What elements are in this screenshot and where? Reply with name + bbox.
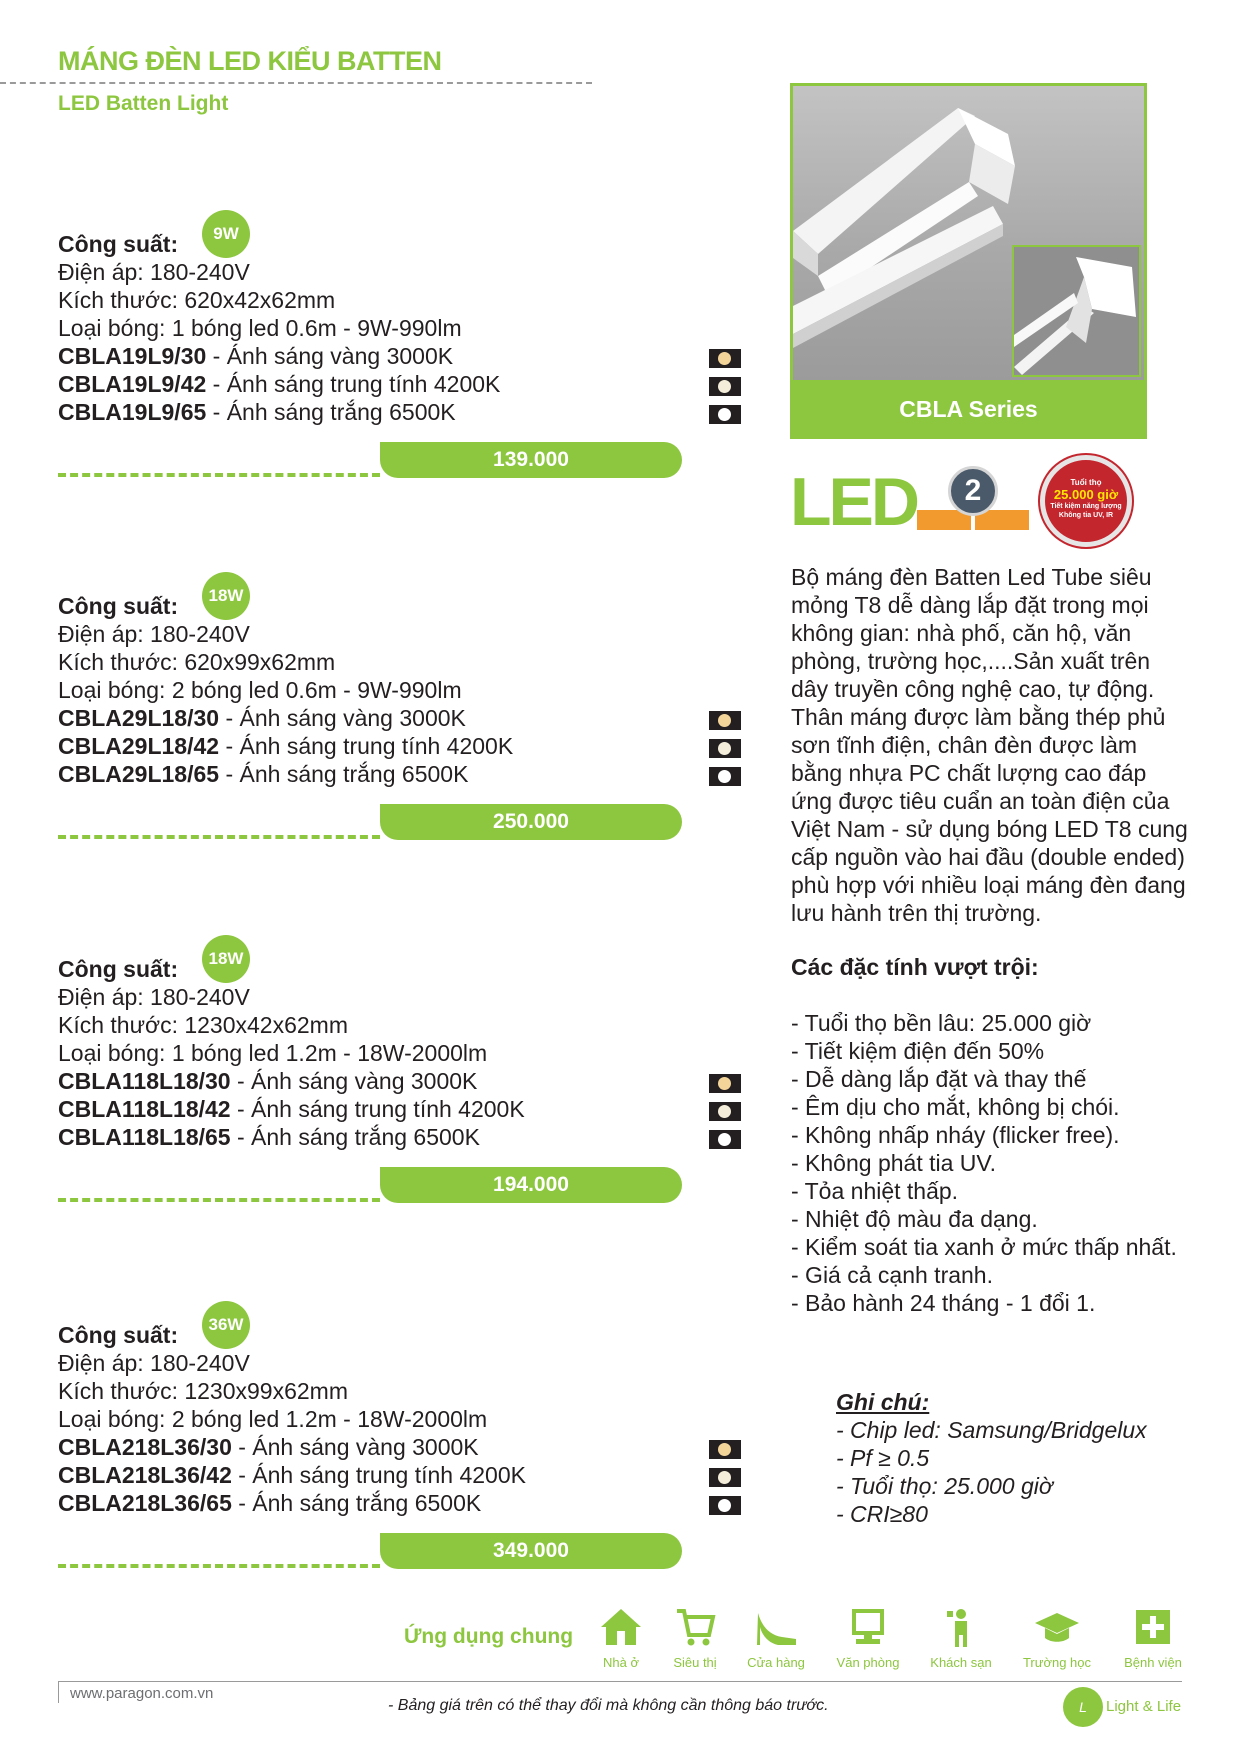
power-badge: 36W <box>202 1301 250 1349</box>
description-line: sơn tĩnh điện, chân đèn được làm <box>791 732 1138 758</box>
variant-row <box>58 760 468 788</box>
page-subtitle: LED Batten Light <box>58 92 229 115</box>
variant-row <box>58 398 456 426</box>
description-line: không gian: nhà phố, căn hộ, văn <box>791 620 1132 646</box>
variant-code: CBLA29L18/30 <box>58 705 220 731</box>
application-office <box>823 1605 913 1670</box>
variant-code: CBLA118L18/65 <box>58 1124 231 1150</box>
note-item: - Pf ≥ 0.5 <box>836 1445 930 1471</box>
footer-divider <box>58 1681 1182 1682</box>
description-line: Bộ máng đèn Batten Led Tube siêu <box>791 564 1152 590</box>
lifetime-seal <box>1040 455 1132 547</box>
size-spec: Kích thước: 1230x42x62mm <box>58 1012 349 1038</box>
power-badge: 18W <box>202 935 250 983</box>
product-block-2 <box>58 586 748 892</box>
note-item: - Tuổi thọ: 25.000 giờ <box>836 1473 1053 1499</box>
end-cap-inset-photo <box>1012 245 1141 377</box>
features-list <box>791 1009 1177 1317</box>
lamp-spec: Loại bóng: 1 bóng led 1.2m - 18W-2000lm <box>58 1040 488 1066</box>
variant-code: CBLA218L36/42 <box>58 1462 232 1488</box>
application-label: Nhà ở <box>603 1655 639 1670</box>
note-item: - CRI≥80 <box>836 1501 928 1527</box>
variant-row <box>58 1461 526 1489</box>
variant-code: CBLA218L36/65 <box>58 1490 232 1516</box>
variant-row <box>58 370 500 398</box>
lamp-spec: Loại bóng: 2 bóng led 0.6m - 9W-990lm <box>58 677 462 703</box>
variant-row <box>58 1489 481 1517</box>
warranty-years: 2 <box>948 466 998 516</box>
warm-light-swatch <box>709 711 741 730</box>
voltage-spec: Điện áp: 180-240V <box>58 984 250 1010</box>
variant-text: - Ánh sáng vàng 3000K <box>219 705 466 731</box>
feature-item: - Tỏa nhiệt thấp. <box>791 1178 959 1204</box>
variant-row <box>58 1067 477 1095</box>
brand-name: Light & Life <box>1106 1698 1182 1715</box>
application-supermarket <box>650 1605 740 1670</box>
lifetime-hours: 25.000 giờ <box>1053 487 1119 502</box>
cool-light-swatch <box>709 405 741 424</box>
voltage-spec: Điện áp: 180-240V <box>58 1350 250 1376</box>
price-dashes <box>58 835 380 839</box>
variant-row <box>58 732 513 760</box>
variant-text: - Ánh sáng vàng 3000K <box>231 1434 479 1460</box>
notes-title: Ghi chú: <box>836 1389 930 1415</box>
variant-text: - Ánh sáng vàng 3000K <box>230 1068 478 1094</box>
warranty-seal <box>917 458 1029 544</box>
application-label: Trường học <box>1022 1655 1092 1670</box>
shoe-icon <box>754 1605 798 1649</box>
neutral-light-swatch <box>709 1102 741 1121</box>
application-label: Bệnh viện <box>1124 1655 1182 1670</box>
description-line: phòng, trường học,....Sản xuất trên <box>791 648 1151 674</box>
power-badge: 9W <box>202 210 250 258</box>
cool-light-swatch <box>709 1130 741 1149</box>
description-line: lưu hành trên thị trường. <box>791 900 1042 926</box>
page-title: MÁNG ĐÈN LED KIỂU BATTEN <box>58 46 442 76</box>
description-line: ứng được tiêu cuẩn an toàn điện của <box>791 788 1170 814</box>
application-school <box>1012 1605 1102 1670</box>
price-tag: 194.000 <box>380 1167 682 1203</box>
price-disclaimer: - Bảng giá trên có thể thay đổi mà không cần thông báo trước. <box>388 1697 829 1714</box>
led-logo: LED <box>790 464 917 540</box>
neutral-light-swatch <box>709 1468 741 1487</box>
power-label: Công suất: <box>58 593 179 619</box>
description-line: phù hợp với nhiều loại máng đèn đang <box>791 872 1186 898</box>
size-spec: Kích thước: 620x99x62mm <box>58 649 336 675</box>
description-line: bằng nhựa PC chất lượng cao đáp <box>791 760 1147 786</box>
bellboy-icon <box>939 1605 983 1649</box>
variant-code: CBLA19L9/65 <box>58 399 207 425</box>
feature-item: - Dễ dàng lắp đặt và thay thế <box>791 1066 1087 1092</box>
cool-light-swatch <box>709 1496 741 1515</box>
footer-tick <box>58 1681 59 1703</box>
variant-text: - Ánh sáng trung tính 4200K <box>230 1096 525 1122</box>
variant-text: - Ánh sáng trắng 6500K <box>231 1490 482 1516</box>
warm-light-swatch <box>709 1440 741 1459</box>
feature-item: - Tiết kiệm điện đến 50% <box>791 1038 1045 1064</box>
price-tag: 349.000 <box>380 1533 682 1569</box>
application-label: Siêu thị <box>673 1655 717 1670</box>
feature-item: - Bảo hành 24 tháng - 1 đổi 1. <box>791 1290 1096 1316</box>
price-tag: 250.000 <box>380 804 682 840</box>
variant-row <box>58 1123 480 1151</box>
neutral-light-swatch <box>709 377 741 396</box>
price-dashes <box>58 1198 380 1202</box>
description-line: Việt Nam - sử dụng bóng LED T8 cung <box>791 816 1188 842</box>
variant-row <box>58 704 466 732</box>
product-block-3 <box>58 949 748 1255</box>
application-label: Khách sạn <box>930 1655 992 1670</box>
variant-row <box>58 1095 525 1123</box>
feature-item: - Nhiệt độ màu đa dạng. <box>791 1206 1038 1232</box>
variant-text: - Ánh sáng trắng 6500K <box>230 1124 480 1150</box>
variant-text: - Ánh sáng trung tính 4200K <box>206 371 501 397</box>
variant-code: CBLA19L9/30 <box>58 343 207 369</box>
end-cap-illustration <box>1014 247 1139 375</box>
house-icon <box>599 1605 643 1649</box>
header-divider <box>0 82 592 84</box>
voltage-spec: Điện áp: 180-240V <box>58 259 250 285</box>
variant-text: - Ánh sáng vàng 3000K <box>206 343 454 369</box>
graduation-cap-icon <box>1035 1605 1079 1649</box>
variant-code: CBLA29L18/65 <box>58 761 220 787</box>
price-tag: 139.000 <box>380 442 682 478</box>
computer-icon <box>846 1605 890 1649</box>
product-description <box>791 563 1231 927</box>
cool-light-swatch <box>709 767 741 786</box>
neutral-light-swatch <box>709 739 741 758</box>
variant-text: - Ánh sáng trung tính 4200K <box>231 1462 526 1488</box>
feature-item: - Êm dịu cho mắt, không bị chói. <box>791 1094 1120 1120</box>
product-block-1 <box>58 224 748 530</box>
power-label: Công suất: <box>58 1322 179 1348</box>
feature-item: - Kiểm soát tia xanh ở mức thấp nhất. <box>791 1234 1177 1260</box>
warm-light-swatch <box>709 1074 741 1093</box>
power-label: Công suất: <box>58 956 179 982</box>
variant-code: CBLA19L9/42 <box>58 371 207 397</box>
description-line: Thân máng được làm bằng thép phủ <box>791 704 1166 730</box>
application-hospital <box>1108 1605 1198 1670</box>
variant-code: CBLA29L18/42 <box>58 733 220 759</box>
description-line: cấp nguồn vào hai đầu (double ended) <box>791 844 1185 870</box>
lamp-spec: Loại bóng: 1 bóng led 0.6m - 9W-990lm <box>58 315 462 341</box>
note-item: - Chip led: Samsung/Bridgelux <box>836 1417 1147 1443</box>
application-label: Cửa hàng <box>747 1655 805 1670</box>
notes-block <box>836 1388 1147 1528</box>
application-hotel <box>916 1605 1006 1670</box>
no-uv-label: Không tia UV, IR <box>1058 512 1114 519</box>
description-line: mỏng T8 dễ dàng lắp đặt trong mọi <box>791 592 1149 618</box>
variant-text: - Ánh sáng trắng 6500K <box>219 761 469 787</box>
lifetime-label: Tuổi thọ <box>1070 478 1102 487</box>
product-block-4 <box>58 1315 748 1621</box>
power-badge: 18W <box>202 572 250 620</box>
size-spec: Kích thước: 1230x99x62mm <box>58 1378 349 1404</box>
features-title: Các đặc tính vượt trội: <box>791 954 1039 980</box>
feature-item: - Giá cả cạnh tranh. <box>791 1262 993 1288</box>
product-photo-frame <box>790 83 1147 439</box>
feature-item: - Không nhấp nháy (flicker free). <box>791 1122 1120 1148</box>
variant-code: CBLA218L36/30 <box>58 1434 232 1460</box>
brand-logo-icon: L <box>1063 1687 1103 1727</box>
variant-code: CBLA118L18/30 <box>58 1068 231 1094</box>
feature-item: - Không phát tia UV. <box>791 1150 997 1176</box>
voltage-spec: Điện áp: 180-240V <box>58 621 250 647</box>
website-link[interactable]: www.paragon.com.vn <box>70 1685 214 1702</box>
energy-saving-label: Tiết kiệm năng lượng <box>1050 503 1122 510</box>
price-dashes <box>58 1564 380 1568</box>
variant-text: - Ánh sáng trắng 6500K <box>206 399 456 425</box>
feature-item: - Tuổi thọ bền lâu: 25.000 giờ <box>791 1010 1092 1036</box>
application-store <box>731 1605 821 1670</box>
medical-cross-icon <box>1131 1605 1175 1649</box>
variant-code: CBLA118L18/42 <box>58 1096 231 1122</box>
description-line: dây truyền công nghệ cao, tự động. <box>791 676 1155 702</box>
cart-icon <box>673 1605 717 1649</box>
variant-row <box>58 342 453 370</box>
power-label: Công suất: <box>58 231 179 257</box>
price-dashes <box>58 473 380 477</box>
applications-title: Ứng dụng chung <box>404 1625 574 1648</box>
series-label: CBLA Series <box>899 396 1038 422</box>
warm-light-swatch <box>709 349 741 368</box>
size-spec: Kích thước: 620x42x62mm <box>58 287 336 313</box>
application-label: Văn phòng <box>836 1655 900 1670</box>
variant-row <box>58 1433 479 1461</box>
variant-text: - Ánh sáng trung tính 4200K <box>219 733 514 759</box>
lamp-spec: Loại bóng: 2 bóng led 1.2m - 18W-2000lm <box>58 1406 488 1432</box>
